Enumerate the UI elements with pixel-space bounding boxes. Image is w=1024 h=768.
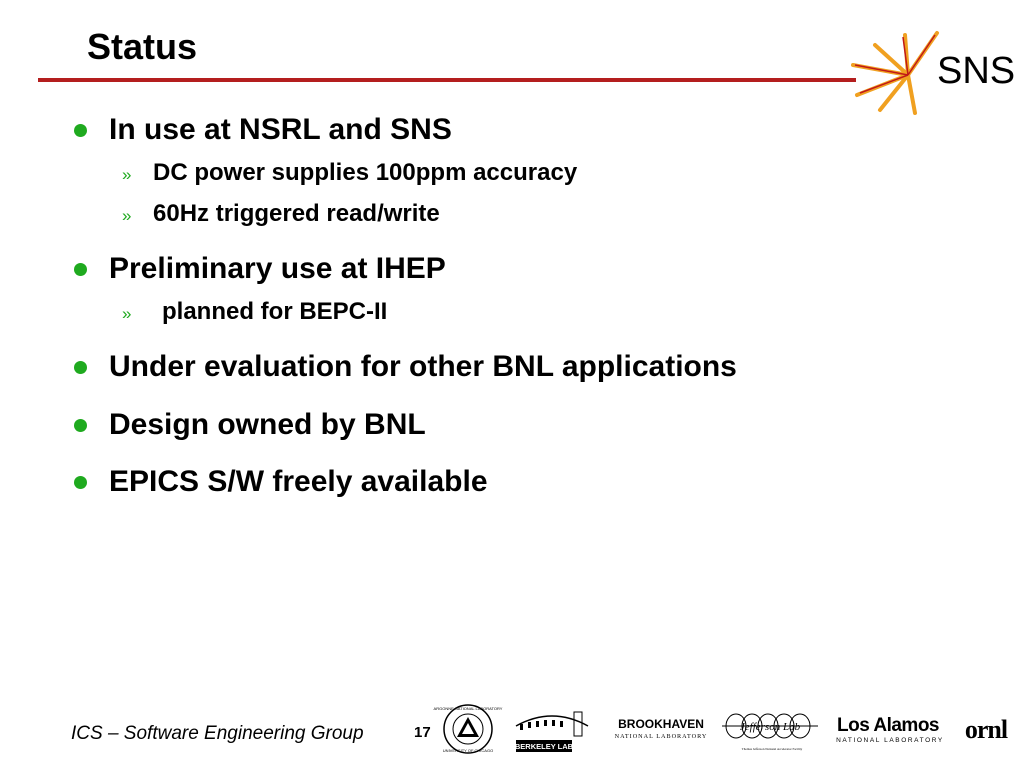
sns-logo xyxy=(845,25,1016,115)
brookhaven-logo xyxy=(610,715,712,743)
jefferson-lab-logo xyxy=(722,708,822,754)
sub-bullet-item: planned for BEPC-II xyxy=(162,298,388,325)
argonne-logo xyxy=(433,701,503,757)
ornl-logo-text: ornl xyxy=(964,715,1008,744)
berkeley-lab-logo xyxy=(512,704,592,756)
sns-logo-text: SNS xyxy=(937,50,1016,92)
brookhaven-logo-text: BROOKHAVEN xyxy=(618,717,704,731)
sub-bullet-marker-icon: » xyxy=(122,165,132,184)
los-alamos-logo-subtext: NATIONAL LABORATORY xyxy=(836,737,944,744)
bullet-dot-icon xyxy=(74,263,87,276)
bullet-item: Under evaluation for other BNL applications xyxy=(109,350,737,383)
bullet-item: Design owned by BNL xyxy=(109,408,426,441)
bullet-dot-icon xyxy=(74,361,87,374)
sub-bullet-item: 60Hz triggered read/write xyxy=(153,200,440,227)
bullet-dot-icon xyxy=(74,476,87,489)
bullet-item: EPICS S/W freely available xyxy=(109,465,488,498)
page-number: 17 xyxy=(414,724,431,741)
los-alamos-logo-text: Los Alamos xyxy=(837,715,939,736)
sub-bullet-item: DC power supplies 100ppm accuracy xyxy=(153,159,578,186)
brookhaven-logo-subtext: NATIONAL LABORATORY xyxy=(614,733,708,740)
bullet-dot-icon xyxy=(74,124,87,137)
jefferson-lab-logo-text: Jefferson Lab xyxy=(739,721,801,733)
slide-title: Status xyxy=(87,26,198,67)
bullet-item: Preliminary use at IHEP xyxy=(109,252,446,285)
los-alamos-logo xyxy=(836,714,944,746)
title-divider xyxy=(38,78,856,82)
argonne-logo-text: ARGONNE NATIONAL LABORATORY xyxy=(433,706,503,711)
bullet-item: In use at NSRL and SNS xyxy=(109,113,452,146)
sub-bullet-marker-icon: » xyxy=(122,206,132,225)
sub-bullet-marker-icon: » xyxy=(122,304,132,323)
jefferson-lab-logo-subtext: Thomas Jefferson National Accelerator Facility xyxy=(741,747,803,751)
argonne-logo-subtext: UNIVERSITY OF CHICAGO xyxy=(442,748,494,753)
ornl-logo xyxy=(955,714,1017,744)
berkeley-lab-logo-text: BERKELEY LAB xyxy=(514,742,574,751)
bullet-dot-icon xyxy=(74,419,87,432)
footer-group-name: ICS – Software Engineering Group xyxy=(71,723,364,744)
